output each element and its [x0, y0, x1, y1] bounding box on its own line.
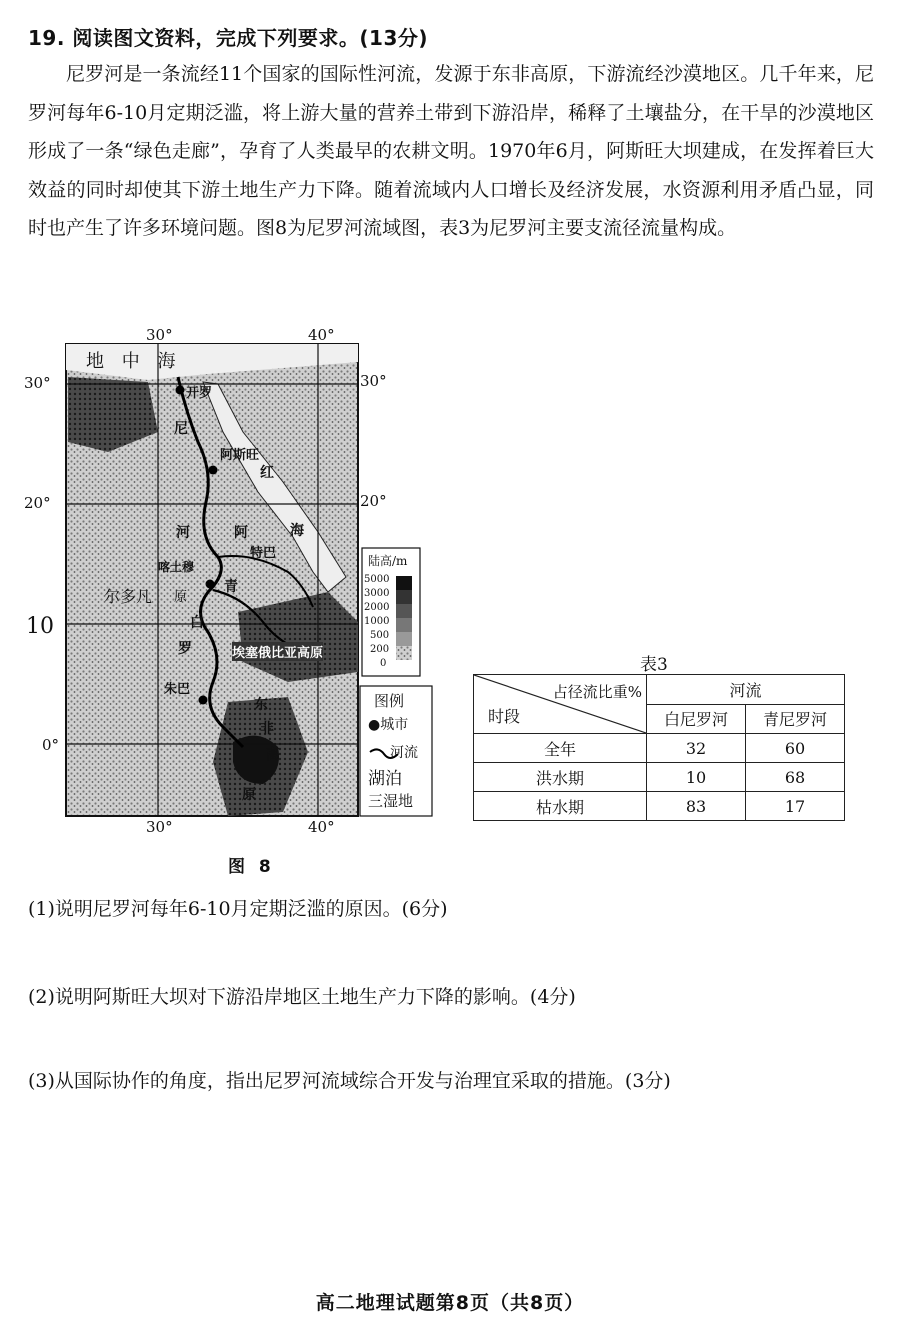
elevation-level-5000: 5000: [364, 574, 390, 585]
table-cell-period: 洪水期: [474, 763, 647, 792]
label-luo: 罗: [178, 641, 192, 657]
runoff-table: [473, 674, 845, 821]
sub-question-1: (1)说明尼罗河每年6-10月定期泛滥的原因。(6分): [28, 898, 448, 920]
question-title: 19. 阅读图文资料，完成下列要求。(13分): [28, 26, 429, 50]
table-corner-cell: [474, 675, 647, 734]
elevation-level-3000: 3000: [364, 588, 390, 599]
label-hong: 红: [260, 465, 274, 481]
lat-label-30-right: 30°: [360, 372, 387, 390]
table-caption: 表3: [640, 655, 668, 675]
nile-basin-map: [24, 322, 448, 836]
table-row: [474, 792, 845, 821]
sub-question-3: (3)从国际协作的角度，指出尼罗河流域综合开发与治理宜采取的措施。(3分): [28, 1070, 671, 1092]
label-gao: 高: [266, 747, 280, 763]
label-teba: 特巴: [250, 546, 277, 561]
label-cairo: 开罗: [186, 386, 213, 401]
label-bai: 白: [190, 615, 204, 631]
table-cell-white: 10: [647, 763, 746, 792]
question-passage: 尼罗河是一条流经11个国家的国际性河流，发源于东非高原，下游流经沙漠地区。几千年来，尼罗河每年6-10月定期泛滥，将上游大量的营养土带到下游沿岸，稀释了土壤盐分，在干旱的沙漠地区形成了一条“绿色走廊”，孕育了人类最早的农耕文明。1970年6月，阿斯旺大坝建成，在发挥着巨大效益的同时却使其下游土地生产力下降。随着流域内人口增长及经济发展，水资源利用矛盾凸显，同时也产生了许多环境问题。图8为尼罗河流域图，表3为尼罗河主要支流径流量构成。: [28, 63, 874, 240]
legend-river: 河流: [390, 745, 418, 761]
table-cell-blue: 17: [746, 792, 845, 821]
lat-label-30-left: 30°: [24, 374, 51, 392]
elevation-level-0: 0: [380, 658, 387, 669]
label-mediterranean: 地 中 海: [86, 351, 182, 372]
legend-title: 图例: [374, 692, 405, 710]
label-ethiopian-highlands: 埃塞俄比亚高原: [232, 642, 323, 661]
label-juba: 朱巴: [164, 682, 191, 697]
lon-label-40-top: 40°: [308, 326, 335, 344]
lat-label-10: 10: [26, 614, 54, 639]
lon-label-30-bottom: 30°: [146, 818, 173, 836]
lon-label-30-top: 30°: [146, 326, 173, 344]
label-yuan-2: 原: [242, 787, 256, 803]
city-khartoum: [206, 580, 215, 589]
table-diag-top: 占径流比重%: [552, 683, 642, 701]
label-ni-1: 尼: [174, 421, 188, 437]
elevation-level-200: 200: [370, 644, 390, 655]
table-cell-white: 83: [647, 792, 746, 821]
label-aswan: 阿斯旺: [220, 448, 260, 463]
label-khartoum: 喀土穆: [158, 560, 195, 574]
lat-label-20-left: 20°: [24, 494, 51, 512]
sub-question-2: (2)说明阿斯旺大坝对下游沿岸地区土地生产力下降的影响。(4分): [28, 986, 576, 1008]
figure-caption: 图 8: [228, 857, 275, 877]
table-row: [474, 734, 845, 763]
table-cell-blue: 68: [746, 763, 845, 792]
table-cell-blue: 60: [746, 734, 845, 763]
label-kordofan: 尔多凡: [104, 587, 153, 606]
label-dong: 东: [254, 697, 268, 713]
page-footer: 高二地理试题第8页（共8页）: [315, 1292, 585, 1314]
table-col-white-nile: 白尼罗河: [647, 704, 746, 734]
table-cell-period: 枯水期: [474, 792, 647, 821]
table-group-header: 河流: [647, 675, 845, 705]
city-aswan: [209, 466, 218, 475]
elevation-legend-title: 陆高/m: [368, 554, 408, 568]
elevation-level-500: 500: [370, 630, 390, 641]
elevation-level-1000: 1000: [364, 616, 390, 627]
label-fei: 非: [260, 721, 274, 737]
table-row: [474, 763, 845, 792]
label-yuan: 原: [174, 590, 188, 605]
legend-lake: 湖泊: [368, 769, 402, 789]
table-col-blue-nile: 青尼罗河: [746, 704, 845, 734]
elevation-level-2000: 2000: [364, 602, 390, 613]
label-a: 阿: [234, 525, 248, 541]
table-cell-period: 全年: [474, 734, 647, 763]
table-diag-bottom: 时段: [488, 707, 521, 726]
lat-label-20-right: 20°: [360, 492, 387, 510]
city-juba: [199, 696, 208, 705]
table-cell-white: 32: [647, 734, 746, 763]
city-cairo: [176, 386, 185, 395]
lon-label-40-bottom: 40°: [308, 818, 335, 836]
label-he: 河: [176, 525, 190, 541]
legend-city: ●城市: [368, 717, 409, 733]
label-qing: 青: [224, 579, 238, 595]
lat-label-0: 0°: [42, 736, 60, 754]
legend-wetland: 三湿地: [368, 792, 414, 810]
label-hai: 海: [290, 523, 304, 539]
